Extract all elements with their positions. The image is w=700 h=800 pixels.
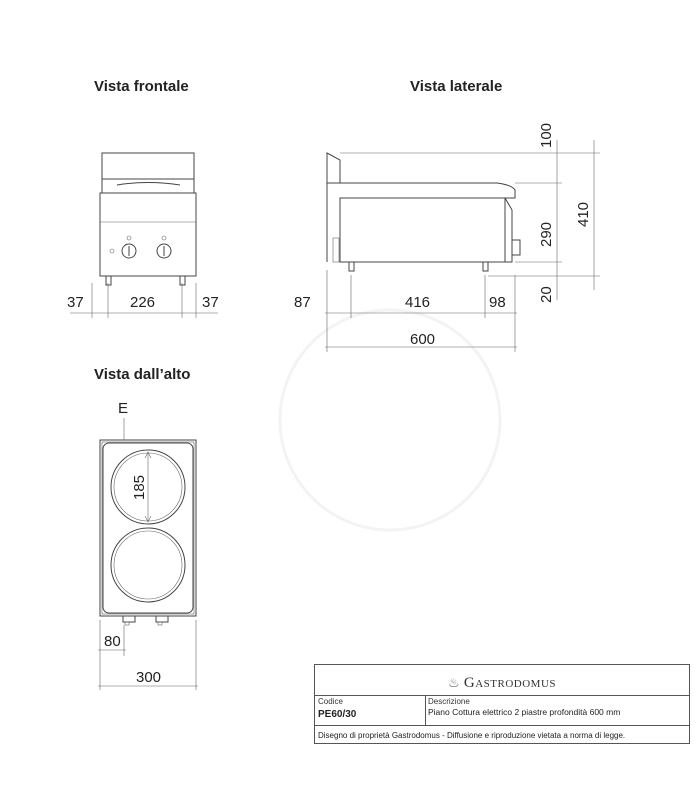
side-foot-back (349, 262, 354, 271)
side-knob (512, 240, 520, 255)
title-block-info-row (315, 695, 689, 726)
side-foot-front (483, 262, 488, 271)
description-label: Descrizione (428, 697, 470, 706)
dim-side-depth: 416 (405, 294, 431, 311)
indicator-light (110, 249, 114, 253)
knob-left (122, 236, 136, 258)
top-knob-left (123, 616, 135, 622)
front-top-plate (102, 179, 194, 193)
dim-side-height-total: 410 (575, 201, 592, 227)
dim-side-body: 290 (538, 221, 555, 247)
brand-name: Gastrodomus (463, 675, 556, 691)
description-cell (425, 695, 689, 725)
top-knob-right (156, 616, 168, 622)
front-body (100, 193, 196, 276)
dim-side-feet: 20 (538, 286, 555, 303)
code-label: Codice (318, 697, 343, 706)
side-body (340, 198, 505, 262)
dim-front-right: 37 (202, 294, 219, 311)
copyright-footer: Disegno di proprietà Gastrodomus - Diffusione e riproduzione vietata a norma di legge. (318, 731, 626, 740)
side-top-plate (340, 183, 515, 198)
front-view-title: Vista frontale (94, 78, 189, 95)
dim-top-width: 300 (136, 669, 162, 686)
code-cell (315, 695, 426, 725)
dim-top-offset: 80 (104, 633, 121, 650)
side-upstand (327, 153, 340, 183)
side-view-title: Vista laterale (410, 78, 503, 95)
dim-top-plate-diameter: 185 (131, 474, 148, 500)
hot-plate-front (111, 528, 185, 602)
dim-side-total: 600 (410, 331, 436, 348)
dim-front-left: 37 (67, 294, 84, 311)
chef-hat-icon: ♨ (447, 675, 460, 690)
dim-side-upstand: 100 (538, 122, 555, 148)
product-description: Piano Cottura elettrico 2 piastre profondità 600 mm (428, 707, 621, 717)
front-foot-right (180, 276, 185, 285)
side-view (325, 140, 600, 352)
dim-side-back: 87 (294, 294, 311, 311)
product-code: PE60/30 (318, 709, 357, 720)
title-block-logo (315, 665, 689, 696)
top-view-title: Vista dall’alto (94, 366, 191, 383)
knob-right (157, 236, 171, 258)
watermark (280, 310, 500, 530)
front-foot-left (106, 276, 111, 285)
dim-top-electric: E (118, 400, 129, 417)
front-upstand (102, 153, 194, 179)
dim-front-width: 226 (130, 294, 156, 311)
title-block (314, 664, 690, 744)
dim-side-front: 98 (489, 294, 506, 311)
